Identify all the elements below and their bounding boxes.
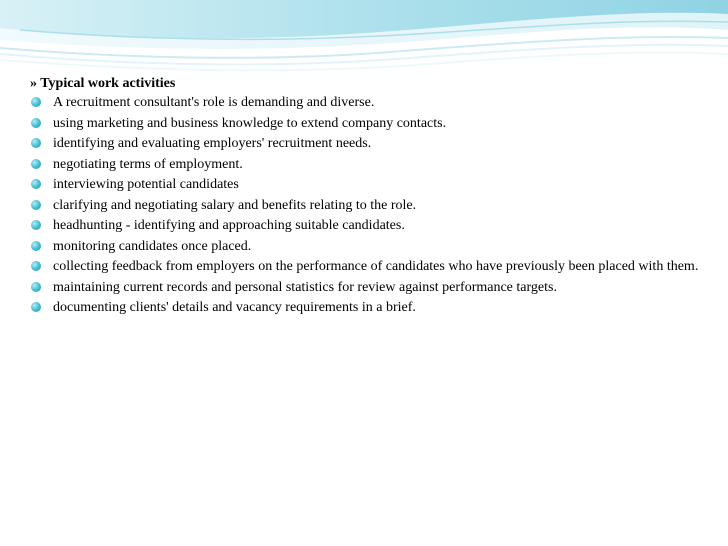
bullet-text: clarifying and negotiating salary and benefits relating to the role. <box>53 197 417 213</box>
bullet-text: documenting clients' details and vacancy requirements in a brief. <box>53 300 416 315</box>
heading-text: Typical work activities <box>40 76 176 91</box>
bullet-dot-icon <box>31 220 41 230</box>
bullet-text: A recruitment consultant's role is demanding and diverse. <box>53 95 375 110</box>
bullet-dot-icon <box>31 179 41 189</box>
bullet-dot-icon <box>31 302 41 312</box>
bullet-dot-icon <box>31 261 41 271</box>
list-item <box>30 239 700 254</box>
list-item <box>30 95 700 110</box>
list-item <box>30 177 700 192</box>
slide-heading <box>30 75 700 93</box>
bullet-text: identifying and evaluating employers' recruitment needs. <box>53 136 372 151</box>
bullet-dot-icon <box>31 241 41 251</box>
bullet-dot-icon <box>31 118 41 128</box>
list-item <box>30 218 700 233</box>
bullet-text: interviewing potential candidates <box>53 177 239 192</box>
bullet-text: using marketing and business knowledge to extend company contacts. <box>53 115 447 131</box>
list-item <box>30 259 700 274</box>
bullet-text: negotiating terms of employment. <box>53 156 243 172</box>
list-item <box>30 280 700 295</box>
list-item <box>30 300 700 315</box>
slide-content <box>30 75 700 321</box>
bullet-dot-icon <box>31 159 41 169</box>
heading-prefix: » <box>30 76 41 91</box>
header-wave-banner <box>0 0 728 72</box>
bullet-dot-icon <box>31 97 41 107</box>
list-item <box>30 116 700 131</box>
bullet-dot-icon <box>31 200 41 210</box>
bullet-text: headhunting - identifying and approaching suitable candidates. <box>53 218 405 233</box>
list-item <box>30 136 700 151</box>
bullet-dot-icon <box>31 282 41 292</box>
bullet-text: maintaining current records and personal statistics for review against performance targets. <box>53 279 557 295</box>
bullet-text: collecting feedback from employers on the performance of candidates who have previously been placed with them. <box>53 259 699 274</box>
bullet-dot-icon <box>31 138 41 148</box>
list-item <box>30 157 700 172</box>
bullet-list <box>30 95 700 315</box>
list-item <box>30 198 700 213</box>
bullet-text: monitoring candidates once placed. <box>53 238 252 254</box>
